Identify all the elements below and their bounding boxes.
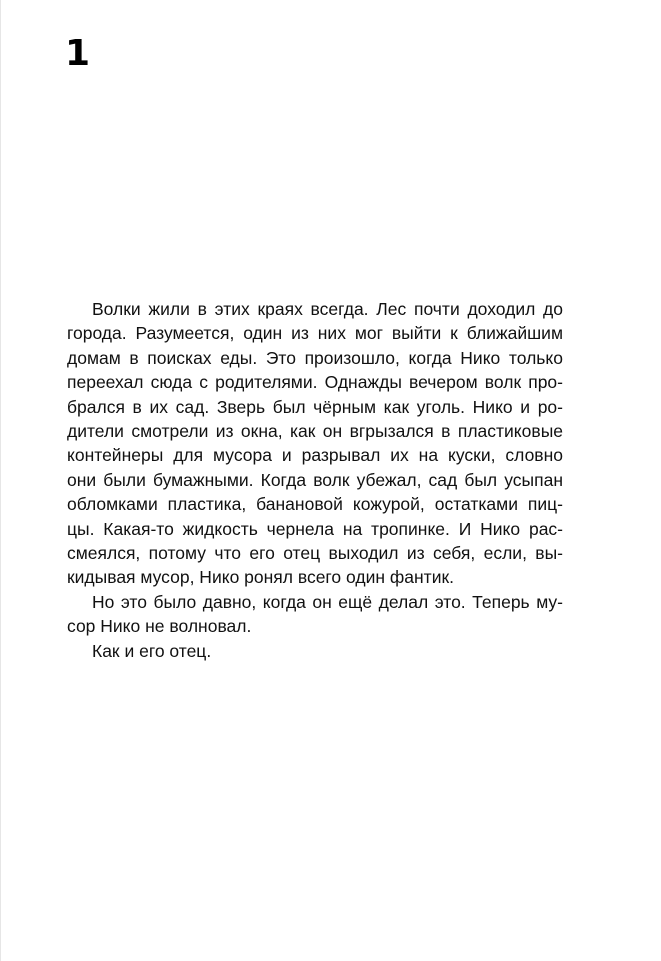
paragraph <box>67 590 563 639</box>
text-line: смеялся, потому что его отец выходил из себя, если, вы- <box>67 543 563 564</box>
text-line: Волки жили в этих краях всегда. Лес почти доходил до <box>92 299 563 319</box>
chapter-number: 1 <box>65 33 91 74</box>
text-line: обломками пластика, банановой кожурой, остатками пиц- <box>67 494 563 515</box>
chapter-text <box>67 297 563 663</box>
text-line: сор Нико не волновал. <box>67 616 252 637</box>
paragraph <box>67 639 563 663</box>
text-line: Но это было давно, когда он ещё делал это. Теперь му- <box>92 591 563 612</box>
text-line: Как и его отец. <box>92 640 212 661</box>
text-line: цы. Какая-то жидкость чернела на тропинке. И Нико рас- <box>67 518 563 539</box>
text-line: домам в поисках еды. Это произошло, когда Нико только <box>67 347 563 368</box>
text-line: кидывая мусор, Нико ронял всего один фантик. <box>67 567 454 588</box>
text-line: брался в их сад. Зверь был чёрным как уголь. Нико и ро- <box>67 396 563 417</box>
text-line: переехал сюда с родителями. Однажды вечером волк про- <box>67 372 563 393</box>
text-line: города. Разумеется, один из них мог выйти к ближайшим <box>67 323 563 344</box>
text-line: контейнеры для мусора и разрывал их на куски, словно <box>67 445 563 466</box>
text-line: они были бумажными. Когда волк убежал, сад был усыпан <box>67 469 563 490</box>
text-line: дители смотрели из окна, как он вгрызался в пластиковые <box>67 421 563 442</box>
paragraph <box>67 297 563 590</box>
